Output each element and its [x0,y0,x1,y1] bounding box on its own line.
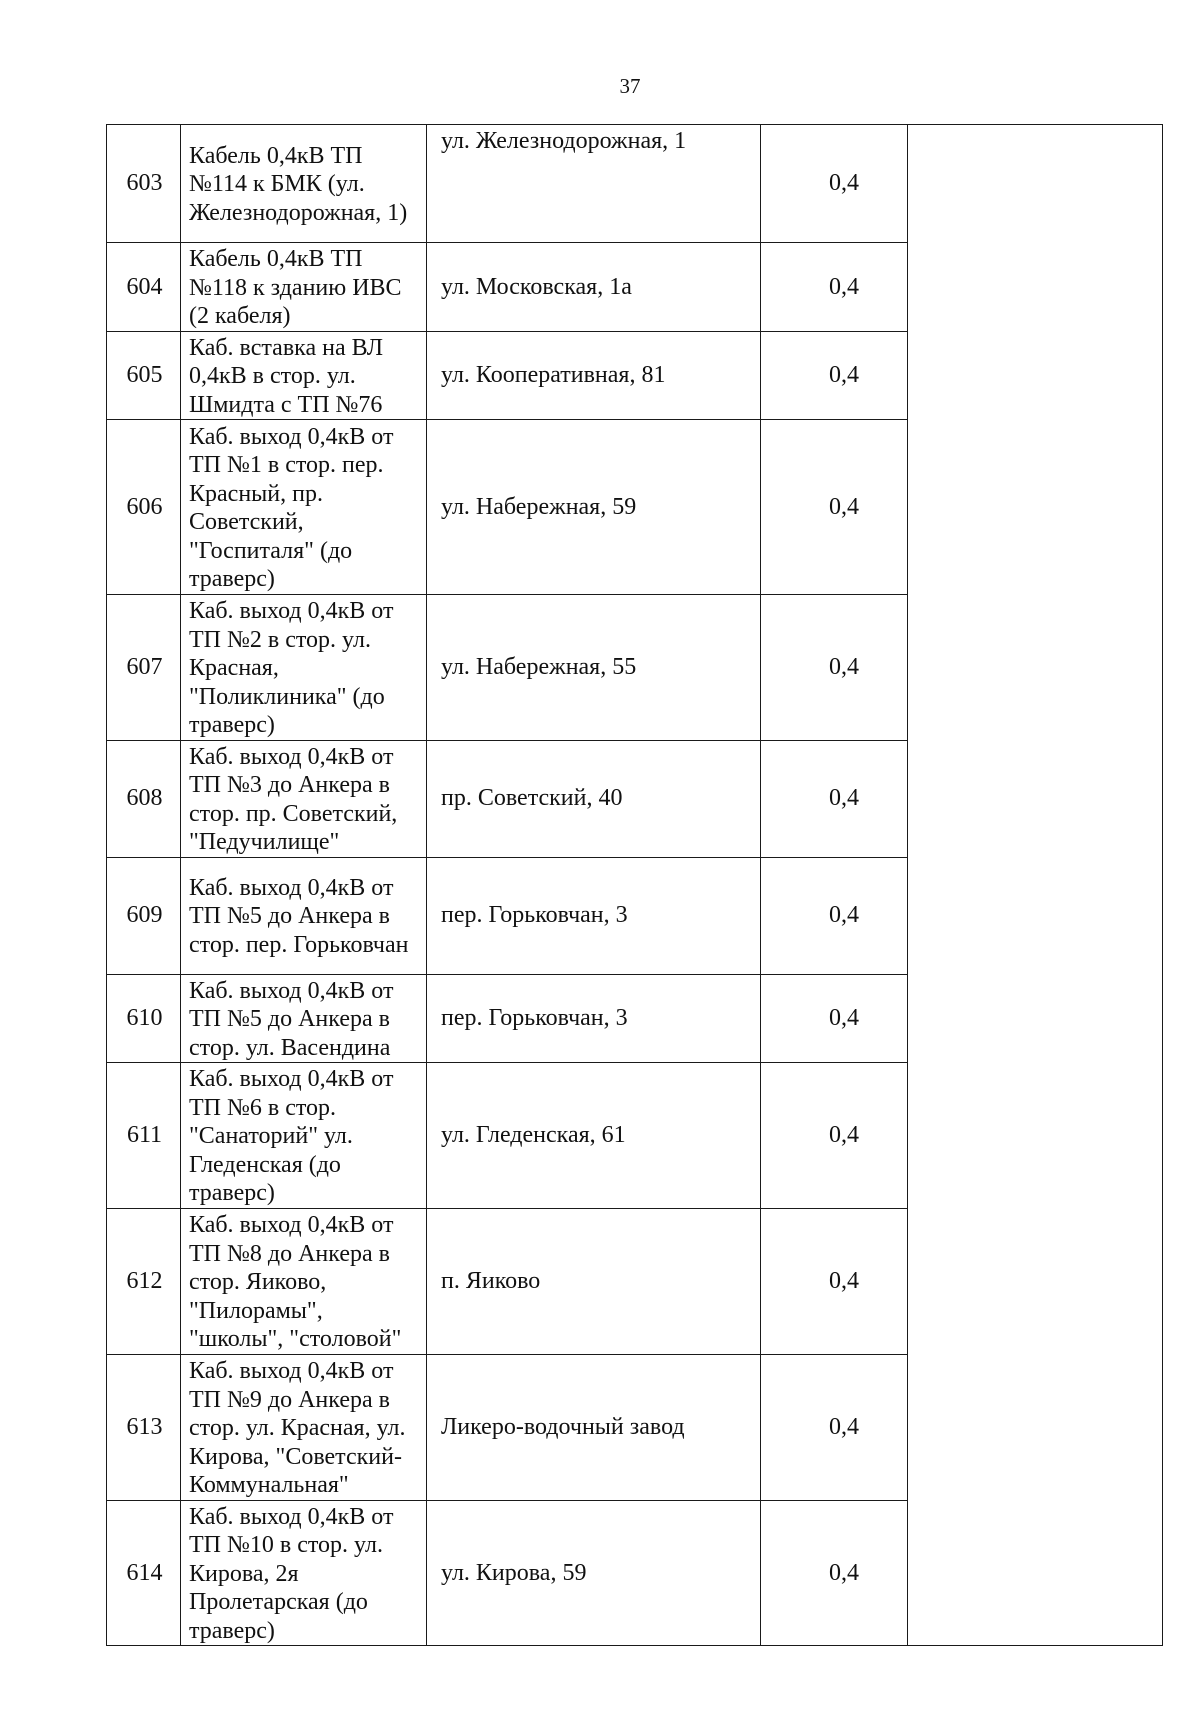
object-name: Кабель 0,4кВ ТП №114 к БМК (ул. Железнодорожная, 1) [181,125,427,243]
object-name: Каб. вставка на ВЛ 0,4кВ в стор. ул. Шмидта с ТП №76 [181,331,427,420]
row-number: 604 [107,243,181,332]
object-address: пр. Советский, 40 [427,740,761,857]
row-number: 603 [107,125,181,243]
object-address: Ликеро-водочный завод [427,1355,761,1501]
voltage-value: 0,4 [761,974,908,1063]
row-number: 611 [107,1063,181,1209]
empty-column [908,125,1163,1646]
row-number: 606 [107,420,181,595]
voltage-value: 0,4 [761,243,908,332]
object-name: Каб. выход 0,4кВ от ТП №5 до Анкера в стор. ул. Васендина [181,974,427,1063]
voltage-value: 0,4 [761,595,908,741]
voltage-value: 0,4 [761,1209,908,1355]
object-address: ул. Набережная, 59 [427,420,761,595]
row-number: 613 [107,1355,181,1501]
voltage-value: 0,4 [761,857,908,974]
voltage-value: 0,4 [761,331,908,420]
object-name: Кабель 0,4кВ ТП №118 к зданию ИВС (2 кабеля) [181,243,427,332]
object-address: ул. Кооперативная, 81 [427,331,761,420]
voltage-value: 0,4 [761,125,908,243]
object-name: Каб. выход 0,4кВ от ТП №9 до Анкера в стор. ул. Красная, ул. Кирова, "Советский-Коммунальная" [181,1355,427,1501]
voltage-value: 0,4 [761,1355,908,1501]
object-address: пер. Горьковчан, 3 [427,974,761,1063]
row-number: 608 [107,740,181,857]
object-address: ул. Московская, 1а [427,243,761,332]
object-address: п. Яиково [427,1209,761,1355]
table-row [107,125,1163,243]
document-table [106,124,1163,1646]
voltage-value: 0,4 [761,740,908,857]
object-name: Каб. выход 0,4кВ от ТП №6 в стор. "Санаторий" ул. Гледенская (до траверс) [181,1063,427,1209]
object-name: Каб. выход 0,4кВ от ТП №3 до Анкера в стор. пр. Советский, "Педучилище" [181,740,427,857]
object-address: ул. Железнодорожная, 1 [427,125,761,243]
voltage-value: 0,4 [761,1500,908,1646]
object-name: Каб. выход 0,4кВ от ТП №5 до Анкера в стор. пер. Горьковчан [181,857,427,974]
row-number: 609 [107,857,181,974]
row-number: 607 [107,595,181,741]
voltage-value: 0,4 [761,1063,908,1209]
row-number: 612 [107,1209,181,1355]
object-name: Каб. выход 0,4кВ от ТП №2 в стор. ул. Красная, "Поликлиника" (до траверс) [181,595,427,741]
row-number: 605 [107,331,181,420]
object-name: Каб. выход 0,4кВ от ТП №8 до Анкера в стор. Яиково, "Пилорамы", "школы", "столовой" [181,1209,427,1355]
object-address: ул. Гледенская, 61 [427,1063,761,1209]
object-name: Каб. выход 0,4кВ от ТП №10 в стор. ул. Кирова, 2я Пролетарская (до траверс) [181,1500,427,1646]
object-name: Каб. выход 0,4кВ от ТП №1 в стор. пер. Красный, пр. Советский, "Госпиталя" (до траверс) [181,420,427,595]
object-address: ул. Кирова, 59 [427,1500,761,1646]
row-number: 614 [107,1500,181,1646]
object-address: пер. Горьковчан, 3 [427,857,761,974]
row-number: 610 [107,974,181,1063]
voltage-value: 0,4 [761,420,908,595]
page-number: 37 [619,74,641,98]
object-address: ул. Набережная, 55 [427,595,761,741]
